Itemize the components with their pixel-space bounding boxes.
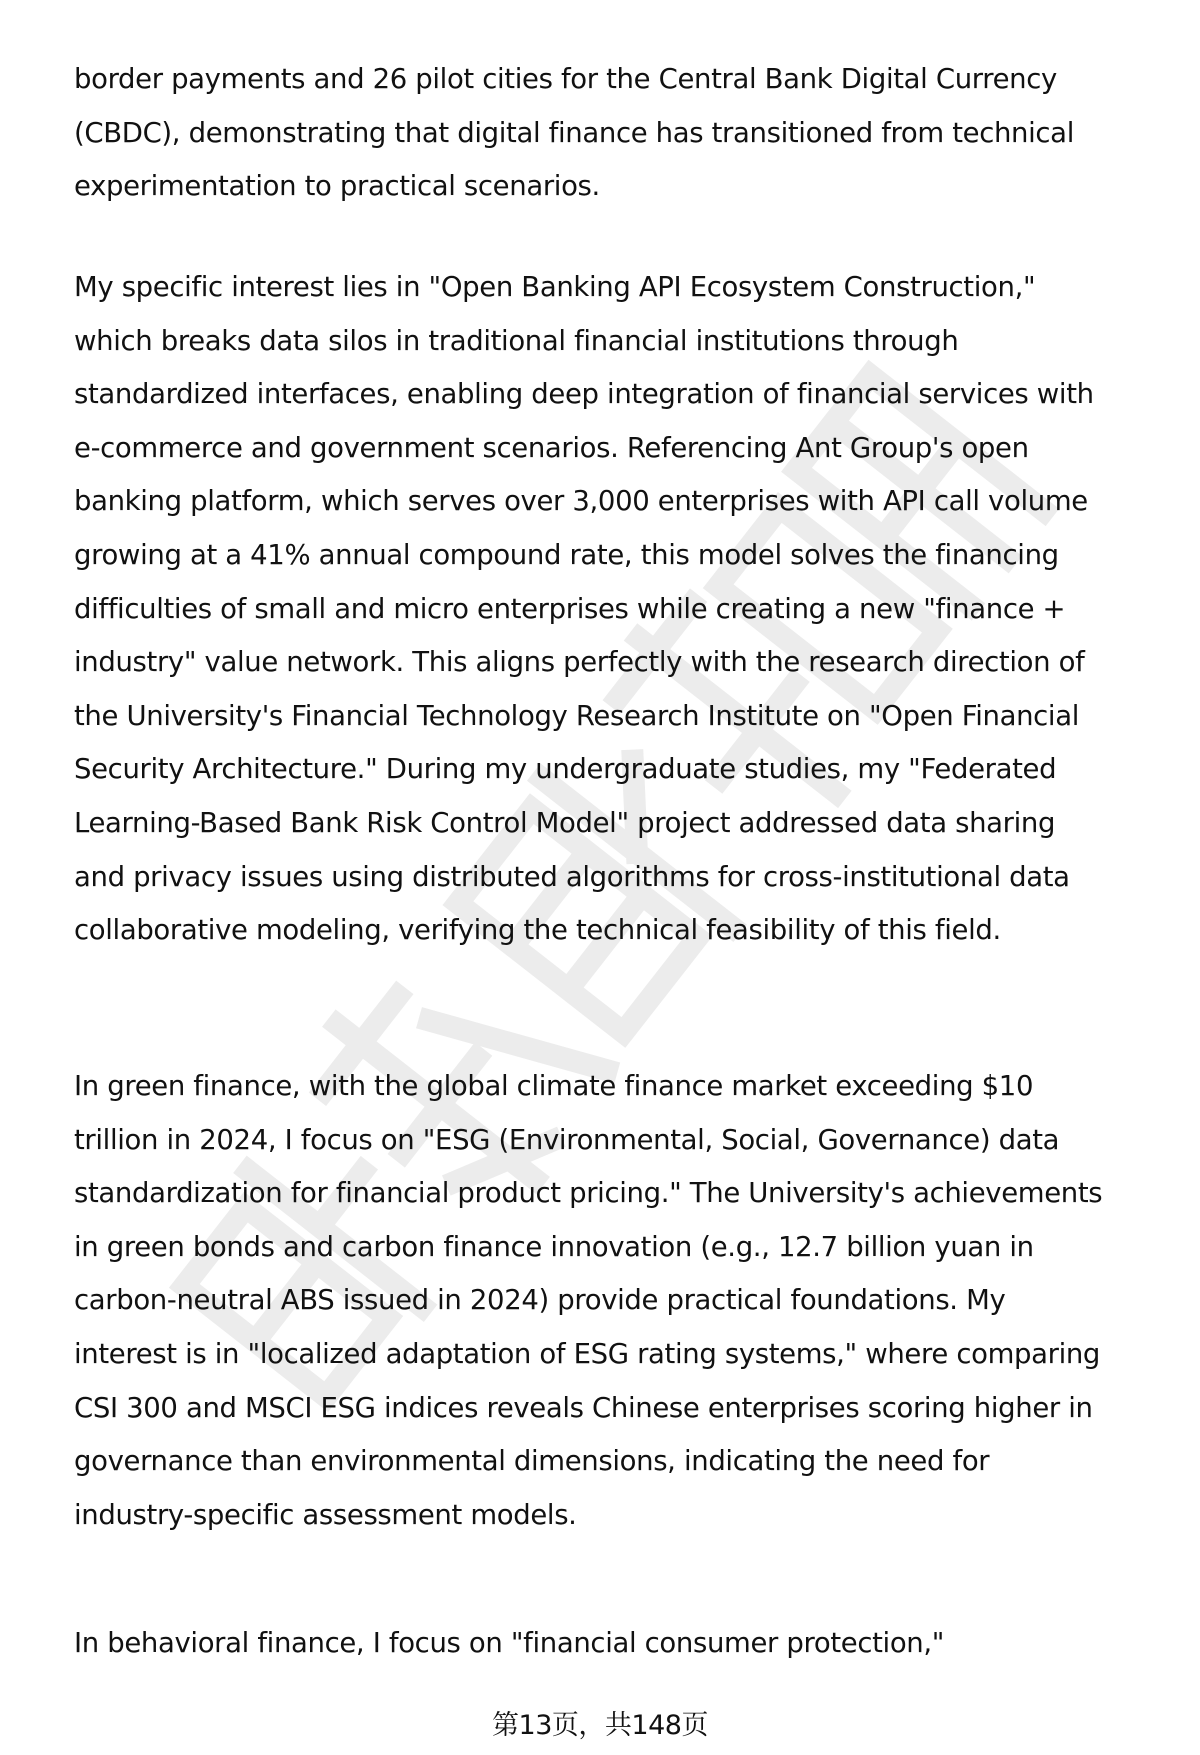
text-line: in green bonds and carbon finance innovation (e.g., 12.7 billion yuan in <box>74 1230 1034 1263</box>
text-line: difficulties of small and micro enterprises while creating a new "finance + <box>74 592 1066 625</box>
text-line: My specific interest lies in "Open Banking API Ecosystem Construction," <box>74 271 1036 303</box>
text-line: Learning-Based Bank Risk Control Model" project addressed data sharing <box>74 806 1056 839</box>
text-line: and privacy issues using distributed algorithms for cross-institutional data <box>74 860 1070 893</box>
text-line: In green finance, with the global climate finance market exceeding $10 <box>74 1070 1034 1102</box>
text-line: interest is in "localized adaptation of ESG rating systems," where comparing <box>74 1337 1101 1370</box>
text-line: growing at a 41% annual compound rate, this model solves the financing <box>74 538 1059 571</box>
text-line: Security Architecture." During my undergraduate studies, my "Federated <box>74 753 1057 786</box>
text-line: trillion in 2024, I focus on "ESG (Environmental, Social, Governance) data <box>74 1123 1060 1156</box>
text-line: governance than environmental dimensions, indicating the need for <box>74 1445 990 1478</box>
text-line: border payments and 26 pilot cities for the Central Bank Digital Currency <box>74 63 1057 95</box>
text-line: (CBDC), demonstrating that digital finance has transitioned from technical <box>74 116 1074 149</box>
text-line: industry" value network. This aligns perfectly with the research direction of <box>74 646 1085 679</box>
text-line: banking platform, which serves over 3,000 enterprises with API call volume <box>74 485 1088 518</box>
page-number-footer: 第13页，共148页 <box>492 1710 708 1741</box>
text-line: industry-specific assessment models. <box>74 1498 577 1531</box>
text-line: collaborative modeling, verifying the technical feasibility of this field. <box>74 914 1001 947</box>
paragraph-open-banking <box>74 261 1184 958</box>
text-line: standardized interfaces, enabling deep integration of financial services with <box>74 378 1094 411</box>
text-line: CSI 300 and MSCI ESG indices reveals Chinese enterprises scoring higher in <box>74 1391 1093 1424</box>
text-line: the University's Financial Technology Research Institute on "Open Financial <box>74 699 1080 732</box>
text-line: In behavioral finance, I focus on "financial consumer protection," <box>74 1627 945 1659</box>
paragraph-behavioral-finance <box>74 1617 1184 1671</box>
text-line: experimentation to practical scenarios. <box>74 170 600 203</box>
text-line: which breaks data silos in traditional financial institutions through <box>74 324 959 357</box>
paragraph-cbdc <box>74 53 1184 214</box>
text-line: carbon-neutral ABS issued in 2024) provide practical foundations. My <box>74 1284 1006 1317</box>
paragraph-green-finance <box>74 1060 1184 1542</box>
text-line: standardization for financial product pricing." The University's achievements <box>74 1177 1103 1210</box>
text-line: e-commerce and government scenarios. Referencing Ant Group's open <box>74 431 1029 464</box>
